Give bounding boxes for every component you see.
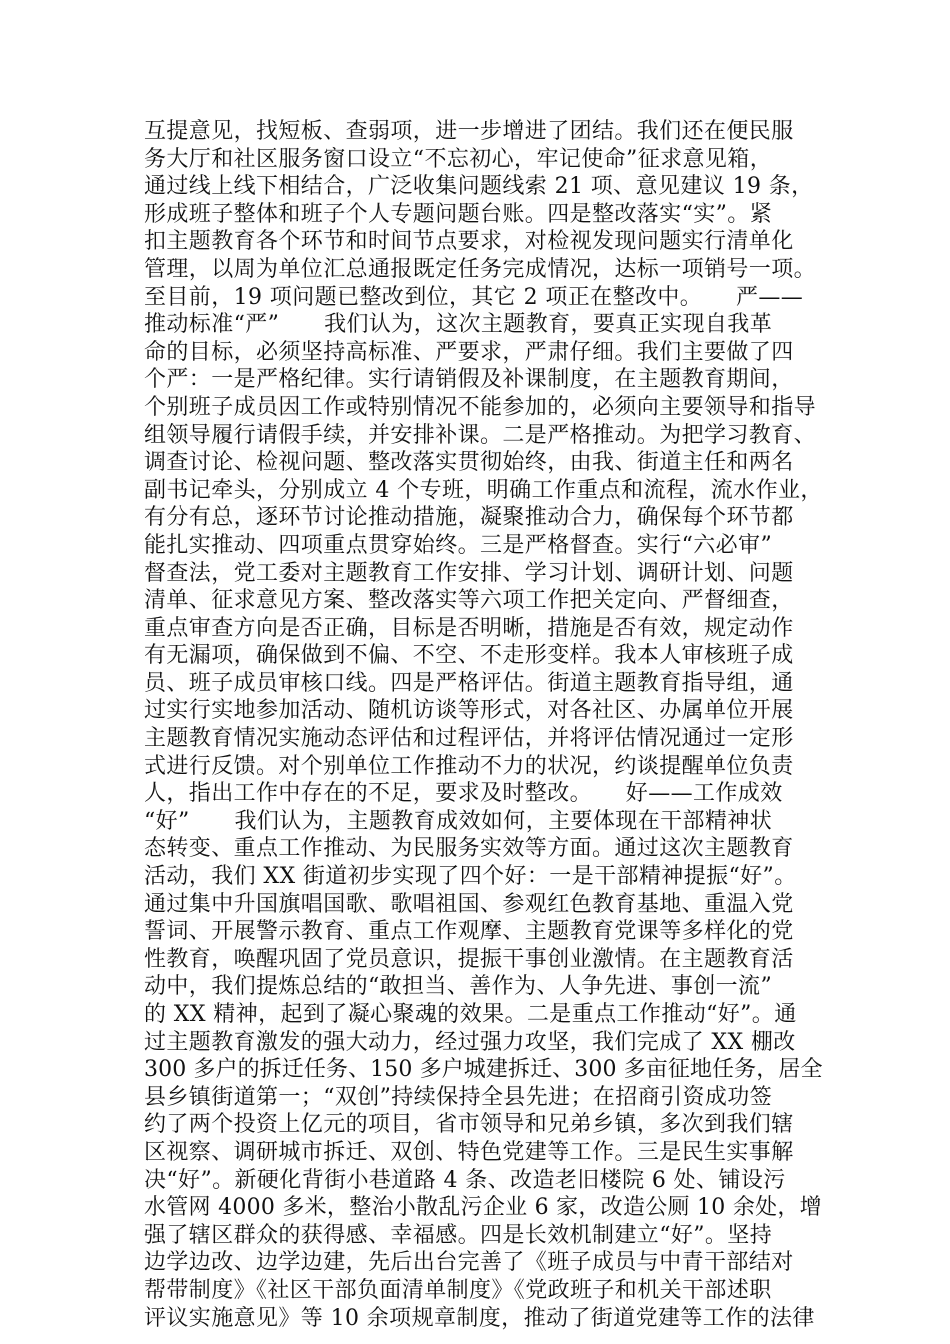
text-line: 至目前，19 项问题已整改到位，其它 2 项正在整改中。 严—— <box>144 284 804 310</box>
text-line: 个严：一是严格纪律。实行请销假及补课制度，在主题教育期间， <box>144 367 794 393</box>
text-line: 能扎实推动、四项重点贯穿始终。三是严格督查。实行“六必审” <box>144 532 773 558</box>
text-line: 扣主题教育各个环节和时间节点要求，对检视发现问题实行清单化 <box>144 229 794 255</box>
text-line: 通过集中升国旗唱国歌、歌唱祖国、参观红色教育基地、重温入党 <box>144 891 794 917</box>
text-line: 边学边改、边学边建，先后出台完善了《班子成员与中青干部结对 <box>144 1250 794 1276</box>
text-line: 命的目标，必须坚持高标准、严要求，严肃仔细。我们主要做了四 <box>144 339 794 365</box>
text-line: “好” 我们认为，主题教育成效如何，主要体现在干部精神状 <box>144 808 773 834</box>
text-line: 清单、征求意见方案、整改落实等六项工作把关定向、严督细查， <box>144 588 794 614</box>
text-line: 员、班子成员审核口线。四是严格评估。街道主题教育指导组，通 <box>144 670 794 696</box>
text-line: 有无漏项，确保做到不偏、不空、不走形变样。我本人审核班子成 <box>144 643 794 669</box>
text-line: 活动，我们 XX 街道初步实现了四个好：一是干部精神提振“好”。 <box>144 864 797 890</box>
text-line: 县乡镇街道第一；“双创”持续保持全县先进；在招商引资成功签 <box>144 1084 773 1110</box>
text-line: 管理，以周为单位汇总通报既定任务完成情况，达标一项销号一项。 <box>144 256 817 282</box>
text-line: 形成班子整体和班子个人专题问题台账。四是整改落实“实”。紧 <box>144 201 773 227</box>
text-line: 个别班子成员因工作或特别情况不能参加的，必须向主要领导和指导 <box>144 394 817 420</box>
text-line: 誓词、开展警示教育、重点工作观摩、主题教育党课等多样化的党 <box>144 919 794 945</box>
text-line: 过主题教育激发的强大动力，经过强力攻坚，我们完成了 XX 棚改 <box>144 1029 796 1055</box>
text-line: 通过线上线下相结合，广泛收集问题线索 21 项、意见建议 19 条， <box>144 174 814 200</box>
text-line: 督查法，党工委对主题教育工作安排、学习计划、调研计划、问题 <box>144 560 794 586</box>
text-line: 副书记牵头，分别成立 4 个专班，明确工作重点和流程，流水作业， <box>144 477 823 503</box>
text-line: 式进行反馈。对个别单位工作推动不力的状况，约谈提醒单位负责 <box>144 753 794 779</box>
text-line: 主题教育情况实施动态评估和过程评估，并将评估情况通过一定形 <box>144 726 794 752</box>
text-line: 推动标准“严” 我们认为，这次主题教育，要真正实现自我革 <box>144 312 773 338</box>
text-line: 帮带制度》《社区干部负面清单制度》《党政班子和机关干部述职 <box>144 1277 772 1303</box>
text-line: 互提意见，找短板、查弱项，进一步增进了团结。我们还在便民服 <box>144 119 794 144</box>
text-line: 性教育，唤醒巩固了党员意识，提振干事创业激情。在主题教育活 <box>144 946 794 972</box>
body-text <box>144 118 824 1332</box>
text-line: 评议实施意见》等 10 余项规章制度，推动了街道党建等工作的法律 <box>144 1305 815 1331</box>
text-line: 态转变、重点工作推动、为民服务实效等方面。通过这次主题教育 <box>144 836 794 862</box>
text-line: 重点审查方向是否正确，目标是否明晰，措施是否有效，规定动作 <box>144 615 794 641</box>
text-line: 动中，我们提炼总结的“敢担当、善作为、人争先进、事创一流” <box>144 974 773 1000</box>
text-line: 水管网 4000 多米，整治小散乱污企业 6 家，改造公厕 10 余处，增 <box>144 1195 822 1221</box>
text-line: 人，指出工作中存在的不足，要求及时整改。 好——工作成效 <box>144 781 783 807</box>
text-line: 过实行实地参加活动、随机访谈等形式，对各社区、办属单位开展 <box>144 698 794 724</box>
text-line: 的 XX 精神，起到了凝心聚魂的效果。二是重点工作推动“好”。通 <box>144 1002 797 1027</box>
text-line: 决“好”。新硬化背街小巷道路 4 条、改造老旧楼院 6 处、铺设污 <box>144 1167 786 1193</box>
text-line: 强了辖区群众的获得感、幸福感。四是长效机制建立“好”。坚持 <box>144 1222 773 1248</box>
text-line: 组领导履行请假手续，并安排补课。二是严格推动。为把学习教育、 <box>144 422 817 448</box>
text-line: 约了两个投资上亿元的项目，省市领导和兄弟乡镇，多次到我们辖 <box>144 1112 794 1138</box>
text-line: 300 多户的拆迁任务、150 多户城建拆迁、300 多亩征地任务，居全 <box>144 1057 823 1083</box>
text-line: 务大厅和社区服务窗口设立“不忘初心，牢记使命”征求意见箱， <box>144 146 773 172</box>
text-line: 区视察、调研城市拆迁、双创、特色党建等工作。三是民生实事解 <box>144 1139 794 1165</box>
text-line: 有分有总，逐环节讨论推动措施，凝聚推动合力，确保每个环节都 <box>144 505 794 531</box>
text-line: 调查讨论、检视问题、整改落实贯彻始终，由我、街道主任和两名 <box>144 450 794 476</box>
